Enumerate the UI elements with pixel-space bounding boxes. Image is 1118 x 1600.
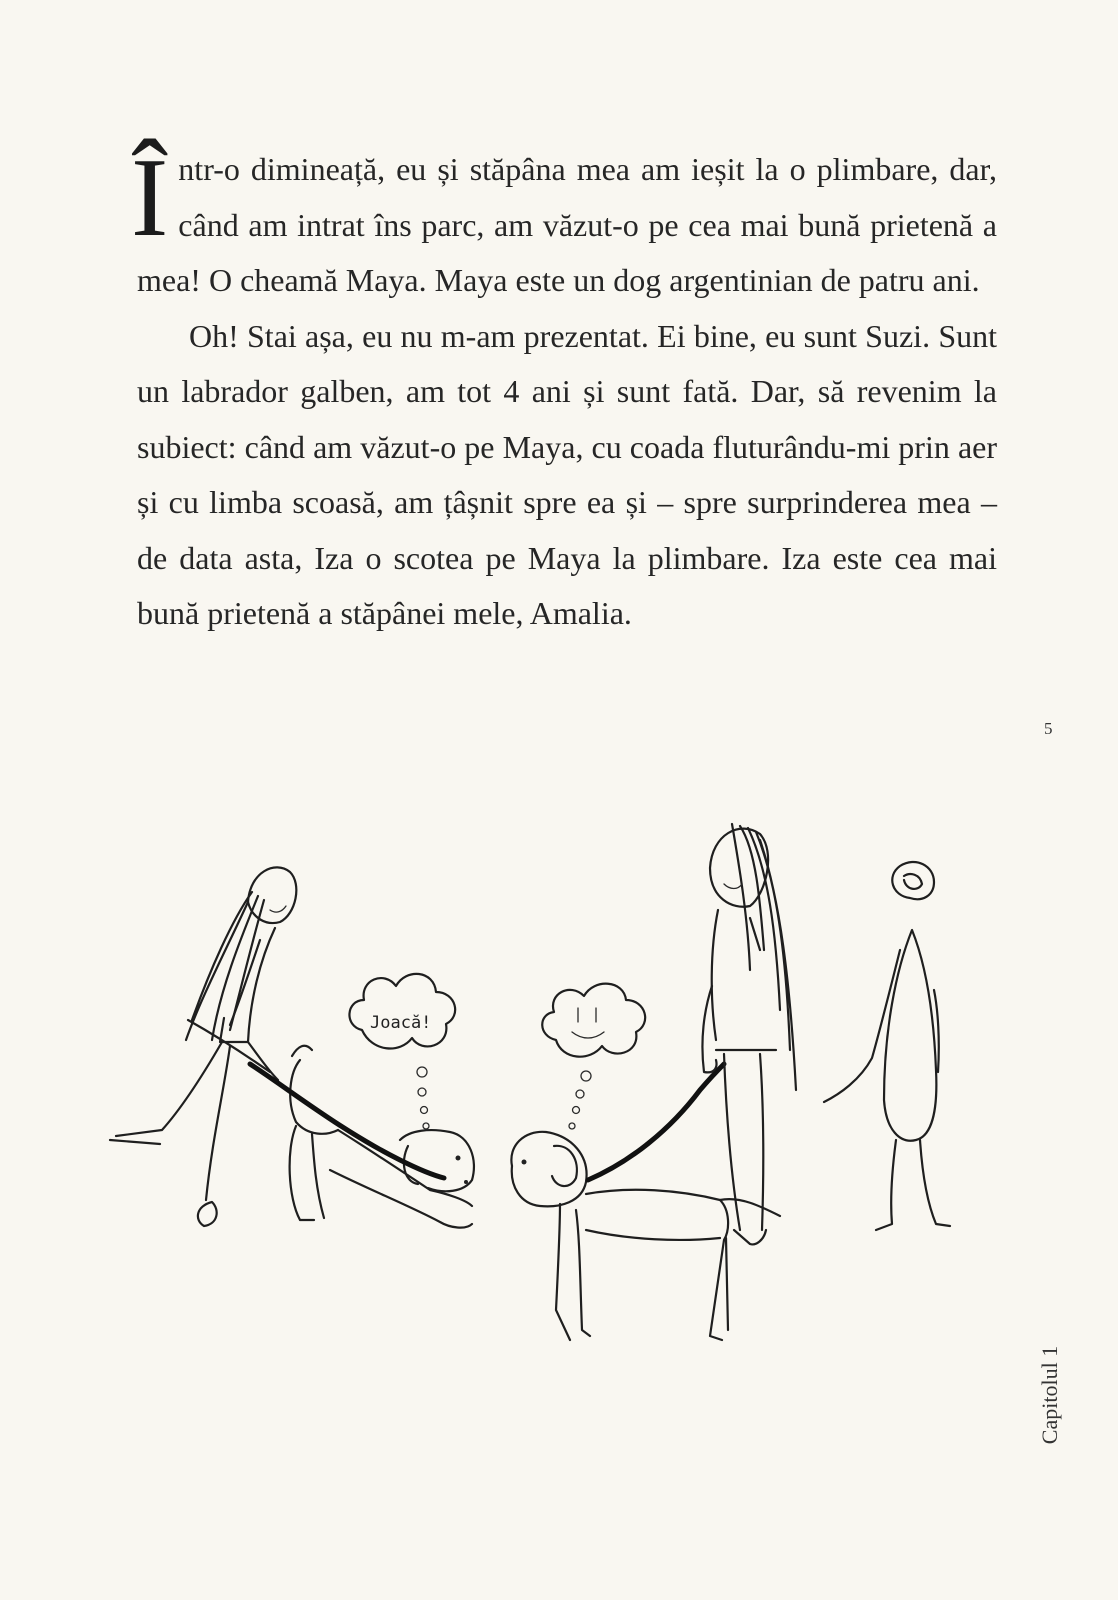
story-text	[131, 136, 997, 642]
right-girl-figure	[702, 824, 796, 1244]
chapter-label: Capitolul 1	[1037, 1345, 1062, 1445]
paragraph-1	[131, 136, 997, 309]
left-girl-figure	[110, 867, 296, 1226]
paragraph-2: Oh! Stai așa, eu nu m-am prezentat. Ei bine, eu sunt Suzi. Sunt un labrador galben, am tot 4 ani și sunt fată. Dar, să revenim la subiect: când am văzut-o pe Maya, cu coada fluturându-mi prin aer și cu limba scoasă, am țâșnit spre ea și – spre surprinderea mea – de data asta, Iza o scotea pe Maya la plimbare. Iza este cea mai bună prietenă a stăpânei mele, Amalia.	[137, 317, 997, 631]
page-number: 5	[1044, 719, 1053, 738]
right-dog-figure	[511, 1064, 780, 1340]
paragraph-1-text: ntr-o dimineață, eu și stăpâna mea am ieșit la o plimbare, dar, când am intrat îns parc, am văzut-o pe cea mai bună prietenă a mea! O cheamă Maya. Maya este un dog argentinian de patru ani.	[137, 151, 997, 298]
left-thought-bubble	[349, 974, 455, 1129]
right-thought-bubble	[542, 984, 645, 1129]
illustration	[100, 810, 960, 1370]
sketch-drawing	[100, 810, 960, 1370]
drop-cap: Î	[131, 136, 169, 260]
bubble-text: Joacă!	[370, 1013, 432, 1033]
left-dog-figure	[250, 1046, 474, 1228]
far-right-figure	[824, 862, 950, 1230]
